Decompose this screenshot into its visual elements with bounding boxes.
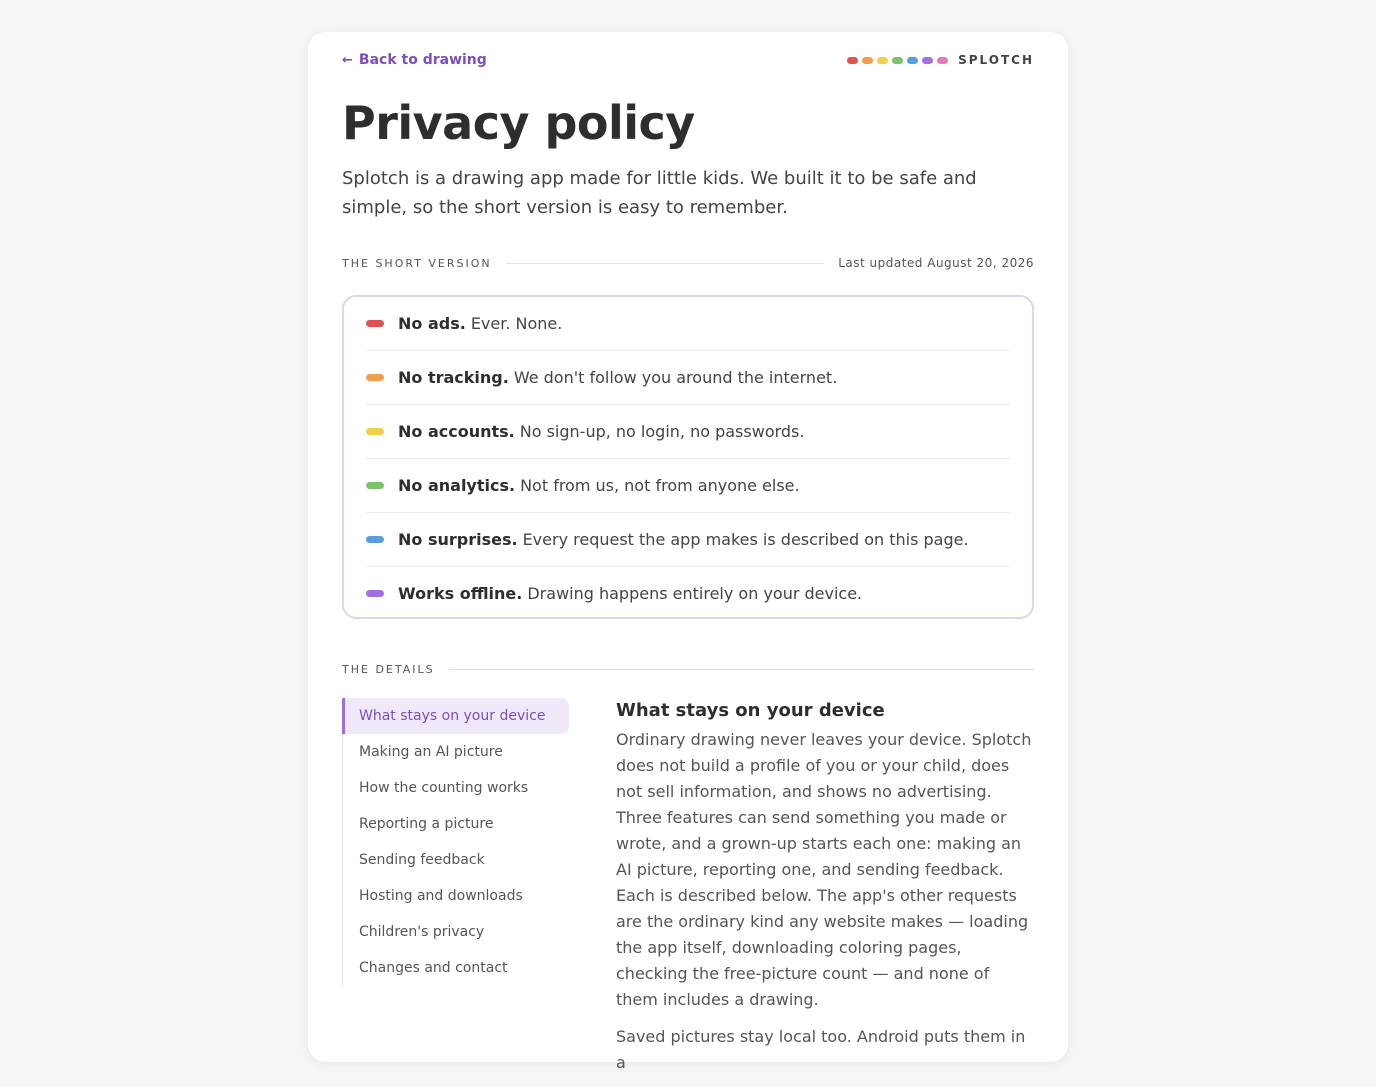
details-toc: [342, 698, 569, 986]
toc-item[interactable]: Changes and contact: [359, 960, 508, 976]
summary-list: [342, 295, 1034, 619]
page-title: Privacy policy: [342, 96, 695, 150]
top-bar: [342, 52, 1034, 72]
section-paragraph: Ordinary drawing never leaves your device. Splotch does not build a profile of you or your child, does not sell information, and shows no advertising. Three features can send something you made or wrote, and a grown-up starts each one: making an AI picture, reporting one, and sending feedback. Each is described below. The app's other requests are the ordinary kind any website makes — loading the app itself, downloading coloring pages, checking the free-picture count — and none of them includes a drawing.: [616, 730, 1032, 1009]
intro-text: Splotch is a drawing app made for little kids. We built it to be safe and simple, so the short version is easy to remember.: [342, 168, 977, 218]
summary-item-title: Works offline.: [398, 584, 523, 603]
color-pill-icon: [366, 320, 384, 327]
color-pill-icon: [366, 374, 384, 381]
summary-item: [366, 405, 1010, 459]
color-pill-icon: [366, 482, 384, 489]
brand-dot: [937, 57, 948, 64]
back-link-label: Back to drawing: [358, 52, 487, 68]
color-pill-icon: [366, 590, 384, 597]
toc-item[interactable]: Children's privacy: [359, 924, 485, 940]
summary-item: [366, 513, 1010, 567]
brand-dot: [877, 57, 888, 64]
summary-item-title: No surprises.: [398, 530, 518, 549]
details-content: [616, 700, 1034, 1087]
divider: [449, 669, 1034, 670]
brand-dot: [847, 57, 858, 64]
section-paragraph: Saved pictures stay local too. Android puts them in a: [616, 1027, 1026, 1072]
summary-item: [366, 297, 1010, 351]
toc-item[interactable]: Reporting a picture: [359, 816, 494, 832]
color-pill-icon: [366, 428, 384, 435]
toc-item[interactable]: Making an AI picture: [359, 744, 503, 760]
summary-item-text: Every request the app makes is described on this page.: [522, 530, 969, 549]
brand-dot: [862, 57, 873, 64]
summary-item-text: Not from us, not from anyone else.: [520, 476, 800, 495]
last-updated: Last updated August 20, 2026: [838, 256, 1034, 270]
summary-item-title: No ads.: [398, 314, 466, 333]
arrow-left-icon: ←: [342, 52, 353, 68]
divider: [506, 263, 825, 264]
brand-color-dots: [847, 57, 948, 64]
summary-item-text: Drawing happens entirely on your device.: [527, 584, 863, 603]
brand-logo: [847, 53, 1034, 67]
summary-item-title: No tracking.: [398, 368, 509, 387]
color-pill-icon: [366, 536, 384, 543]
back-to-drawing-link[interactable]: [342, 52, 487, 68]
brand-dot: [892, 57, 903, 64]
summary-item-text: Ever. None.: [470, 314, 563, 333]
brand-dot: [907, 57, 918, 64]
summary-item-text: We don't follow you around the internet.: [513, 368, 838, 387]
brand-dot: [922, 57, 933, 64]
policy-card: [308, 32, 1068, 1072]
toc-item[interactable]: What stays on your device: [342, 698, 569, 734]
summary-item-title: No accounts.: [398, 422, 515, 441]
toc-item[interactable]: Sending feedback: [359, 852, 485, 868]
section-title: What stays on your device: [616, 700, 885, 721]
summary-item-title: No analytics.: [398, 476, 516, 495]
toc-item[interactable]: Hosting and downloads: [359, 888, 523, 904]
summary-item: [366, 567, 1010, 620]
brand-name: SPLOTCH: [958, 53, 1034, 67]
details-heading: [342, 663, 1034, 676]
short-version-heading: [342, 256, 1034, 270]
summary-item: [366, 351, 1010, 405]
summary-item: [366, 459, 1010, 513]
toc-item[interactable]: How the counting works: [359, 780, 529, 796]
details-label: THE DETAILS: [342, 663, 435, 676]
short-version-label: THE SHORT VERSION: [342, 256, 492, 270]
summary-item-text: No sign-up, no login, no passwords.: [519, 422, 805, 441]
